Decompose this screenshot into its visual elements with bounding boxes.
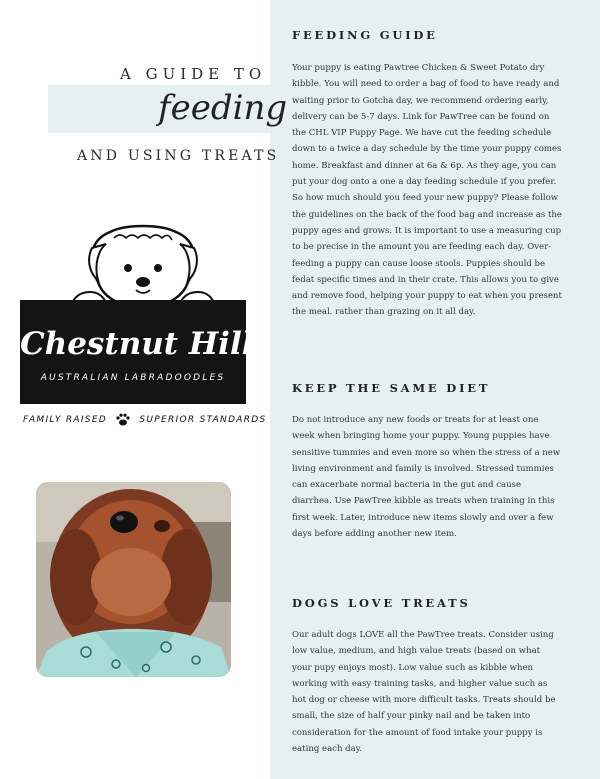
section-feeding-guide (292, 28, 562, 321)
section-body: Our adult dogs LOVE all the PawTree treats. Consider using low value, medium, and high value treats (based on what your pupy enjoys most). Low value such as kibble when working with easy training tasks, and higher value such as hot dog or cheese with more difficult tasks. Treats should be small, the size of half your pinky nail and be taken into consideration for the amount of food intake your puppy is eating each day. (292, 630, 556, 755)
tagline-right: SUPERIOR STANDARDS (139, 415, 267, 425)
title-line-guide: A GUIDE TO (120, 65, 267, 83)
section-keep-same-diet (292, 381, 562, 542)
section-body: Do not introduce any new foods or treats for at least one week when bringing home your puppy. Young puppies have sensitive tummies and even more so when the stress of a new living environment and family is involved. Stressed tummies can exacerbate normal bacteria in the gut and cause diarrhea. Use PawTree kibble as treats when training in this first week. Later, introduce new items slowly and over a few days before adding another new item. (292, 415, 561, 540)
title-script-word: feeding (158, 88, 288, 128)
labradoodle-photo-illustration (36, 482, 231, 677)
tagline-left: FAMILY RAISED (23, 415, 108, 425)
section-heading: DOGS LOVE TREATS (292, 596, 471, 610)
section-dogs-love-treats (292, 596, 562, 757)
section-body: Your puppy is eating Pawtree Chicken & Sweet Potato dry kibble. You will need to order a bag of food to have ready and waiting prior to Gotcha day, we recommend ordering early, delivery can be 5-7 days. Link for PawTree can be found on the CHL VIP Puppy Page. We have cut the feeding schedule down to a twice a day schedule by the time your puppy comes home. Breakfast and dinner at 6a & 6p. As they age, you can put your dog onto a one a day feeding schedule if you prefer. So how much should you feed your new puppy? Please follow the guidelines on the back of the food bag and increase as the puppy ages and grows. It is important to use a measuring cup to be precise in the amount you are feeding each day. Over-feeding a puppy can cause loose stools. Puppies should be fedat specific times and in their crate. This allows you to give and remove food, helping your puppy to eat when you present the meal. rather than grazing on it all day. (292, 63, 562, 318)
logo-subtitle: AUSTRALIAN LABRADOODLES (40, 373, 226, 383)
dog-photo (36, 482, 231, 677)
section-heading: FEEDING GUIDE (292, 28, 438, 42)
section-heading: KEEP THE SAME DIET (292, 381, 491, 395)
title-line-treats: AND USING TREATS (77, 148, 280, 164)
logo-name: Chestnut Hill (20, 326, 254, 362)
paw-icon (115, 413, 131, 426)
logo-tagline (23, 413, 267, 426)
chestnut-hill-logo (20, 222, 267, 432)
